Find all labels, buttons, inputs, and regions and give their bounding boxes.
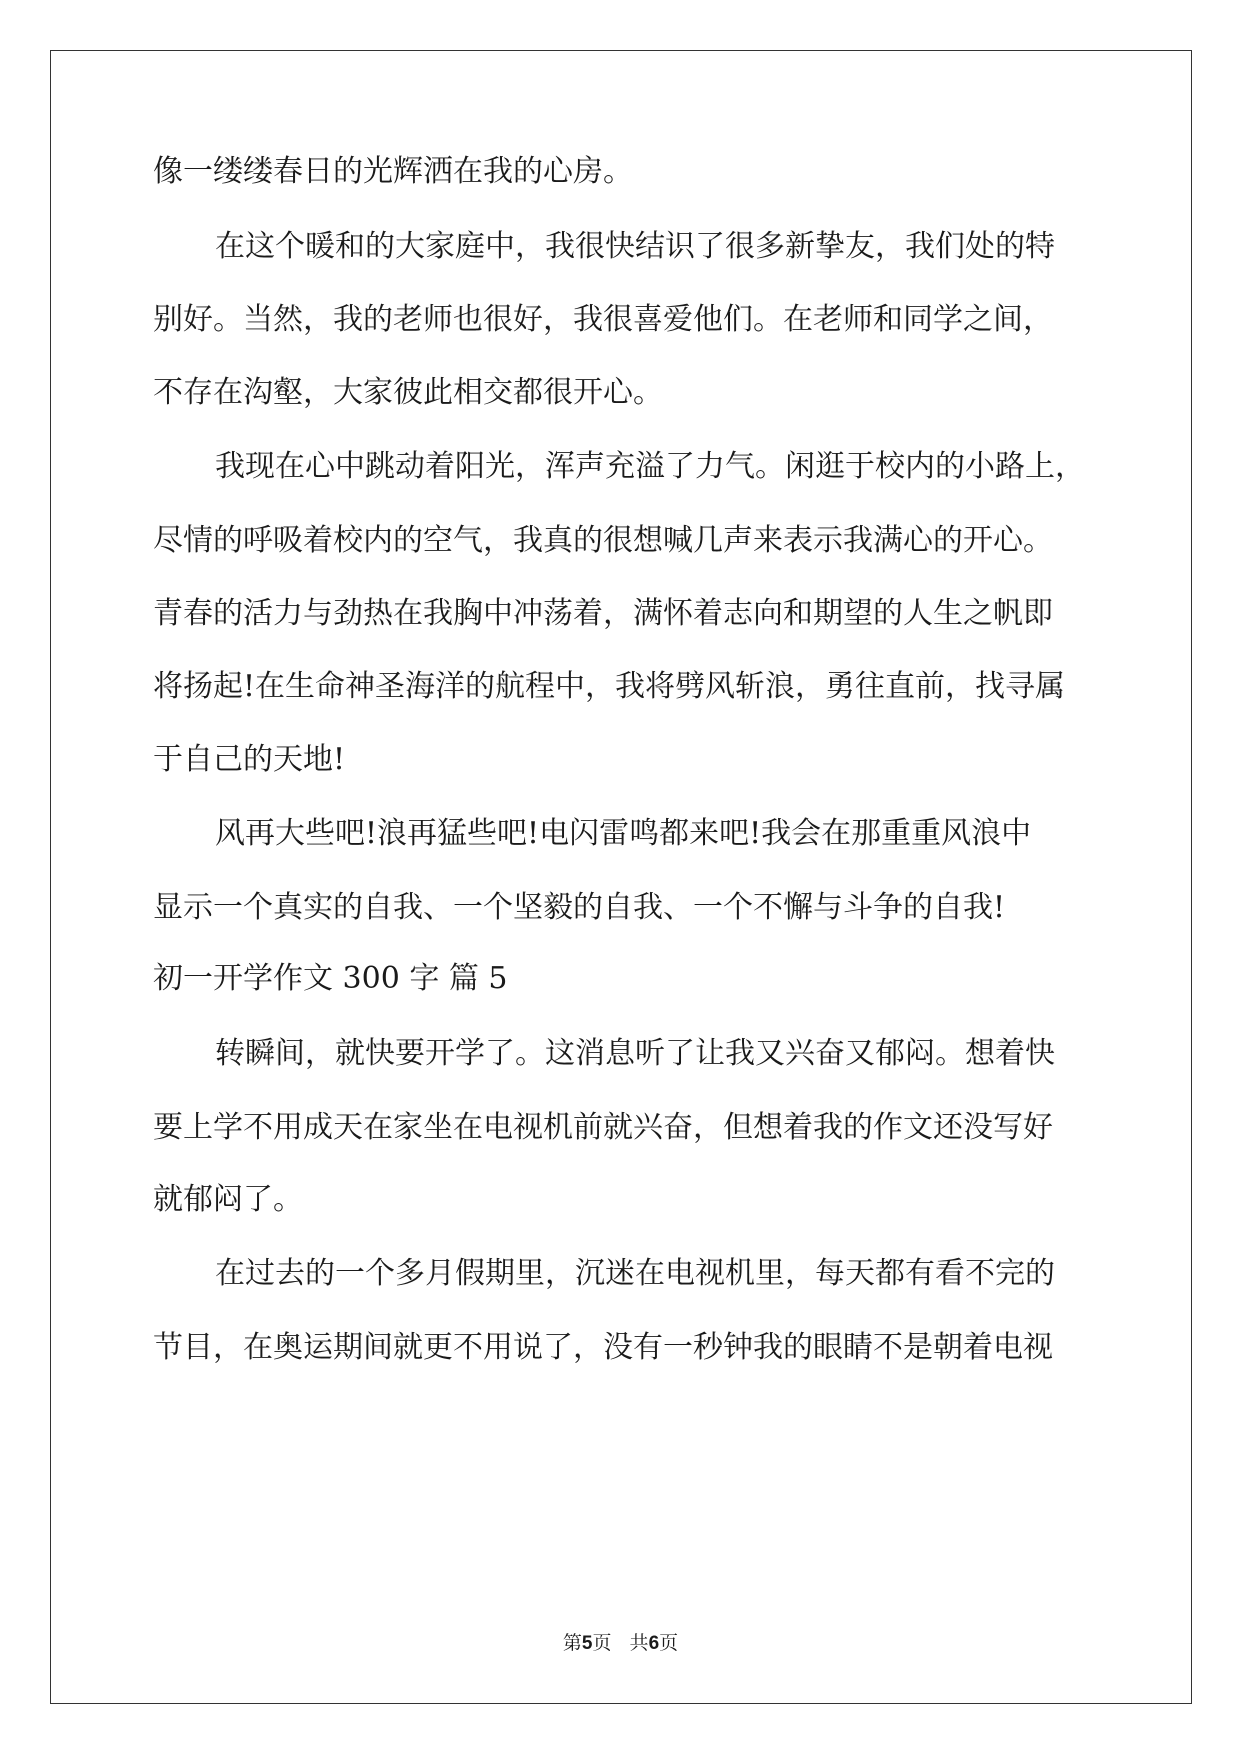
page-border: [50, 50, 1192, 1704]
text-line: 显示一个真实的自我、一个坚毅的自我、一个不懈与斗争的自我!: [153, 890, 1006, 925]
text-line: 青春的活力与劲热在我胸中冲荡着，满怀着志向和期望的人生之帆即: [153, 596, 1053, 631]
text-line: 节目，在奥运期间就更不用说了，没有一秒钟我的眼睛不是朝着电视: [153, 1330, 1053, 1365]
text-line: 在过去的一个多月假期里，沉迷在电视机里，每天都有看不完的: [215, 1256, 1055, 1291]
text-line: 像一缕缕春日的光辉洒在我的心房。: [153, 154, 633, 189]
text-line: 我现在心中跳动着阳光，浑声充溢了力气。闲逛于校内的小路上，: [215, 449, 1085, 484]
page-footer: [0, 1634, 1241, 1653]
text-line: 别好。当然，我的老师也很好，我很喜爱他们。在老师和同学之间，: [153, 302, 1053, 337]
text-line: 尽情的呼吸着校内的空气，我真的很想喊几声来表示我满心的开心。: [153, 523, 1053, 558]
text-line: 将扬起!在生命神圣海洋的航程中，我将劈风斩浪，勇往直前，找寻属: [153, 669, 1066, 704]
text-line: 就郁闷了。: [153, 1182, 303, 1217]
text-line: 风再大些吧!浪再猛些吧!电闪雷鸣都来吧!我会在那重重风浪中: [215, 816, 1032, 851]
text-line: 于自己的天地!: [153, 742, 346, 777]
text-line: 在这个暖和的大家庭中，我很快结识了很多新挚友，我们处的特: [215, 229, 1055, 264]
footer-prefix: 第: [562, 1632, 582, 1654]
text-line: 不存在沟壑，大家彼此相交都很开心。: [153, 375, 663, 410]
footer-total-pages: 6: [648, 1633, 660, 1654]
footer-middle: 页 共: [592, 1632, 649, 1654]
footer-page-number: 5: [581, 1633, 593, 1654]
footer-suffix: 页: [659, 1632, 679, 1654]
text-line: 要上学不用成天在家坐在电视机前就兴奋，但想着我的作文还没写好: [153, 1110, 1053, 1145]
section-heading: 初一开学作文 300 字 篇 5: [153, 961, 508, 996]
text-line: 转瞬间，就快要开学了。这消息听了让我又兴奋又郁闷。想着快: [215, 1036, 1055, 1071]
